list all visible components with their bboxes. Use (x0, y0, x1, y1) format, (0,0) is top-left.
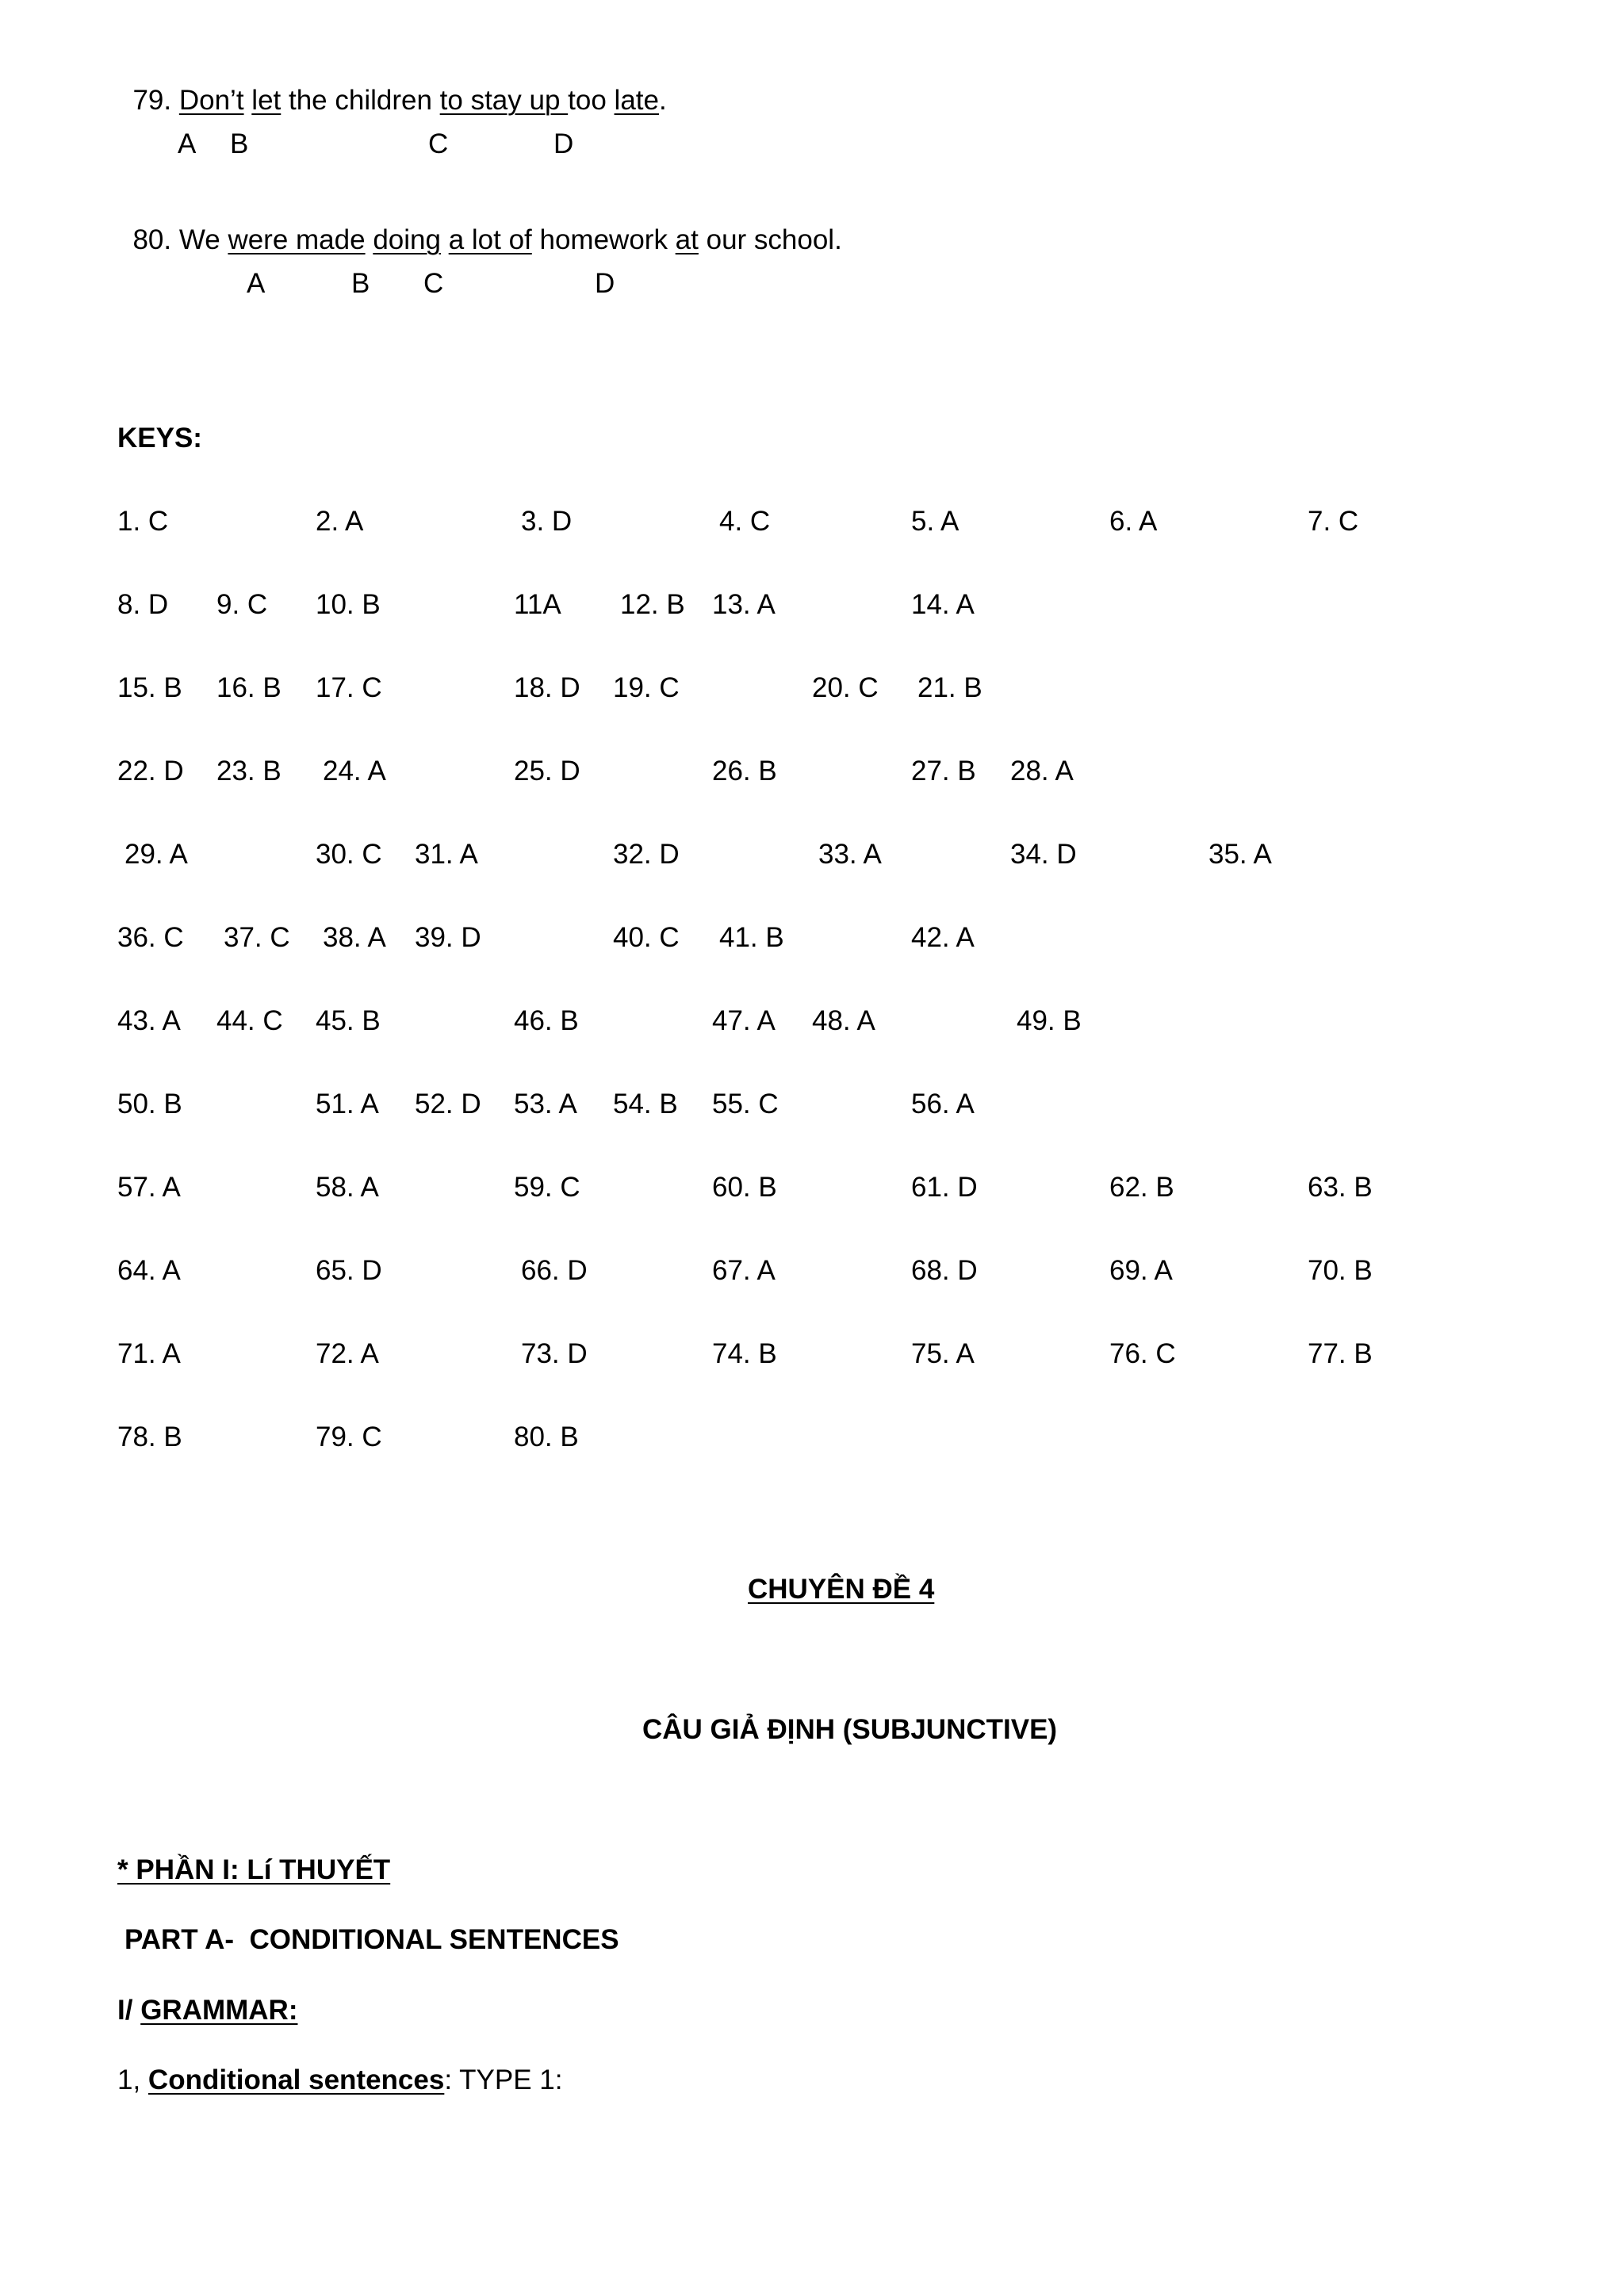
key-entry: 69. A (1109, 1255, 1173, 1286)
key-entry: 41. B (719, 922, 784, 953)
key-entry: 27. B (911, 756, 976, 786)
question-79: 79. Don’t let the children to stay up too late. (132, 85, 667, 116)
key-entry: 52. D (415, 1089, 481, 1119)
key-entry: 11A (514, 589, 561, 620)
key-entry: 40. C (613, 922, 680, 953)
part-a-heading: PART A- CONDITIONAL SENTENCES (124, 1924, 619, 1955)
key-entry: 22. D (117, 756, 184, 786)
option-letter-d: D (553, 128, 574, 159)
key-entry: 46. B (514, 1005, 579, 1036)
underlined-part-d: late (614, 85, 659, 116)
key-entry: 61. D (911, 1172, 978, 1203)
option-letter-b: B (351, 268, 370, 299)
key-entry: 56. A (911, 1089, 975, 1119)
key-entry: 57. A (117, 1172, 181, 1203)
option-letter-b: B (230, 128, 249, 159)
key-entry: 15. B (117, 672, 182, 703)
key-entry: 32. D (613, 839, 680, 870)
key-entry: 16. B (216, 672, 282, 703)
key-entry: 53. A (514, 1089, 577, 1119)
underlined-part-a: Don’t (178, 85, 244, 116)
underlined-part-a: were made (228, 224, 366, 255)
key-entry: 43. A (117, 1005, 181, 1036)
key-entry: 58. A (316, 1172, 379, 1203)
key-entry: 47. A (712, 1005, 776, 1036)
conditional-type-1: 1, Conditional sentences: TYPE 1: (117, 2064, 563, 2095)
key-entry: 64. A (117, 1255, 181, 1286)
key-entry: 30. C (316, 839, 382, 870)
key-entry: 10. B (316, 589, 381, 620)
key-entry: 25. D (514, 756, 580, 786)
key-entry: 9. C (216, 589, 268, 620)
underlined-part-b: doing (373, 224, 441, 255)
key-entry: 39. D (415, 922, 481, 953)
key-entry: 38. A (323, 922, 386, 953)
key-entry: 5. A (911, 506, 959, 537)
question-number: 79. (132, 85, 172, 116)
key-entry: 71. A (117, 1338, 181, 1369)
key-entry: 31. A (415, 839, 478, 870)
option-letter-d: D (595, 268, 615, 299)
key-entry: 29. A (124, 839, 188, 870)
chuyen-de-heading: CHUYÊN ĐỀ 4 (748, 1574, 935, 1605)
key-entry: 6. A (1109, 506, 1158, 537)
key-entry: 75. A (911, 1338, 975, 1369)
key-entry: 20. C (812, 672, 879, 703)
key-entry: 73. D (521, 1338, 588, 1369)
option-letter-c: C (423, 268, 444, 299)
key-entry: 2. A (316, 506, 364, 537)
underlined-part-d: at (675, 224, 699, 255)
key-entry: 8. D (117, 589, 169, 620)
key-entry: 17. C (316, 672, 382, 703)
key-entry: 65. D (316, 1255, 382, 1286)
key-entry: 63. B (1308, 1172, 1373, 1203)
key-entry: 50. B (117, 1089, 182, 1119)
underlined-part-c: a lot of (448, 224, 532, 255)
key-entry: 60. B (712, 1172, 777, 1203)
option-letter-a: A (247, 268, 266, 299)
key-entry: 54. B (613, 1089, 678, 1119)
topic-title: CÂU GIẢ ĐỊNH (SUBJUNCTIVE) (642, 1714, 1058, 1745)
key-entry: 18. D (514, 672, 580, 703)
key-entry: 34. D (1010, 839, 1077, 870)
conditional-label: Conditional sentences (147, 2064, 445, 2095)
key-entry: 70. B (1308, 1255, 1373, 1286)
question-number: 80. (132, 224, 172, 255)
key-entry: 72. A (316, 1338, 379, 1369)
key-entry: 23. B (216, 756, 282, 786)
key-entry: 49. B (1017, 1005, 1082, 1036)
key-entry: 45. B (316, 1005, 381, 1036)
question-80: 80. We were made doing a lot of homework at our school. (132, 224, 842, 255)
key-entry: 37. C (224, 922, 290, 953)
key-entry: 12. B (620, 589, 685, 620)
key-entry: 36. C (117, 922, 184, 953)
key-entry: 3. D (521, 506, 573, 537)
part-one-heading: * PHẦN I: Lí THUYẾT (117, 1854, 391, 1885)
key-entry: 80. B (514, 1422, 579, 1452)
key-entry: 14. A (911, 589, 975, 620)
key-entry: 55. C (712, 1089, 779, 1119)
option-letter-c: C (428, 128, 449, 159)
key-entry: 28. A (1010, 756, 1074, 786)
key-entry: 74. B (712, 1338, 777, 1369)
key-entry: 42. A (911, 922, 975, 953)
key-entry: 67. A (712, 1255, 776, 1286)
key-entry: 62. B (1109, 1172, 1174, 1203)
key-entry: 1. C (117, 506, 169, 537)
key-entry: 21. B (917, 672, 982, 703)
key-entry: 13. A (712, 589, 776, 620)
key-entry: 51. A (316, 1089, 379, 1119)
key-entry: 19. C (613, 672, 680, 703)
key-entry: 59. C (514, 1172, 580, 1203)
key-entry: 79. C (316, 1422, 382, 1452)
key-entry: 68. D (911, 1255, 978, 1286)
key-entry: 76. C (1109, 1338, 1176, 1369)
key-entry: 66. D (521, 1255, 588, 1286)
underlined-part-c: to stay up (439, 85, 569, 116)
grammar-label: GRAMMAR: (140, 1995, 298, 2026)
key-entry: 44. C (216, 1005, 283, 1036)
keys-heading: KEYS: (117, 423, 202, 453)
key-entry: 77. B (1308, 1338, 1373, 1369)
key-entry: 33. A (818, 839, 882, 870)
key-entry: 48. A (812, 1005, 875, 1036)
key-entry: 35. A (1208, 839, 1272, 870)
underlined-part-b: let (251, 85, 282, 116)
key-entry: 24. A (323, 756, 386, 786)
grammar-heading: I/ GRAMMAR: (117, 1995, 298, 2026)
key-entry: 7. C (1308, 506, 1359, 537)
key-entry: 26. B (712, 756, 777, 786)
option-letter-a: A (178, 128, 197, 159)
key-entry: 78. B (117, 1422, 182, 1452)
key-entry: 4. C (719, 506, 771, 537)
